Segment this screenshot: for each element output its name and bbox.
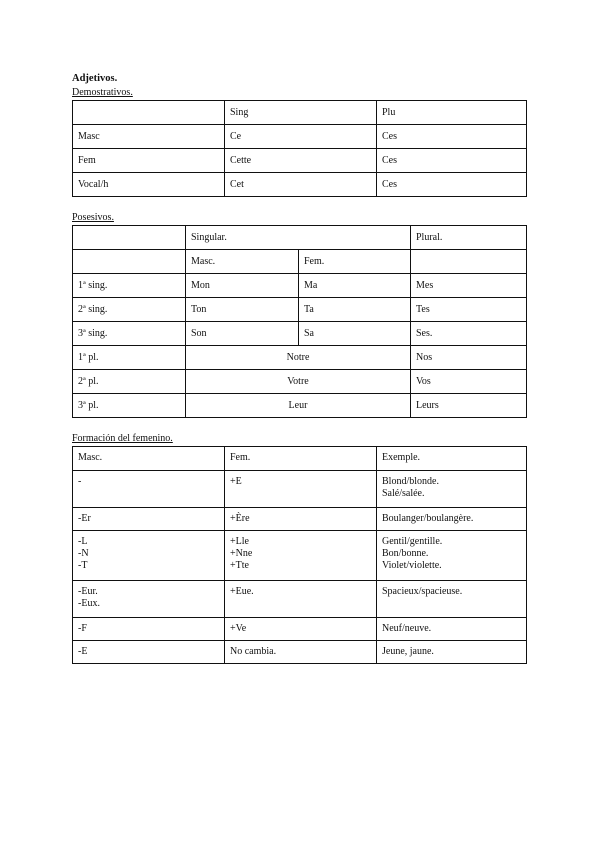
table-cell: Leurs (411, 394, 527, 418)
cell-line: -Eur. (78, 586, 98, 597)
table-cell: Notre (186, 346, 411, 370)
table-row (73, 641, 527, 664)
table-cell: Fem. (299, 250, 411, 274)
table-cell: Masc. (73, 447, 225, 471)
table-cell: Cet (225, 173, 377, 197)
table-row (73, 394, 527, 418)
table-cell: Leur (186, 394, 411, 418)
table-cell (73, 226, 186, 250)
table-cell: 3ª pl. (73, 394, 186, 418)
table-cell (377, 581, 527, 618)
table-header-row (73, 250, 527, 274)
posesivos-title: Posesivos. (72, 212, 114, 223)
table-row (73, 531, 527, 581)
cell-line: +Ère (230, 513, 250, 524)
table-cell: Son (186, 322, 299, 346)
table-cell: Mon (186, 274, 299, 298)
table-cell (73, 641, 225, 664)
cell-line: Spacieux/spacieuse. (382, 586, 463, 597)
table-row (73, 125, 527, 149)
table-cell (377, 531, 527, 581)
table-cell (73, 508, 225, 531)
table-cell: Ces (377, 125, 527, 149)
table-cell (73, 250, 186, 274)
table-cell: Nos (411, 346, 527, 370)
table-row (73, 618, 527, 641)
cell-line: -F (78, 623, 87, 634)
table-cell (73, 531, 225, 581)
table-row (73, 298, 527, 322)
cell-line: -N (78, 548, 89, 559)
cell-line: Blond/blonde. (382, 476, 439, 487)
table-cell: Tes (411, 298, 527, 322)
cell-line: +Nne (230, 548, 253, 559)
table-row (73, 471, 527, 508)
table-row (73, 581, 527, 618)
cell-line: Boulanger/boulangère. (382, 513, 474, 524)
table-cell: Vos (411, 370, 527, 394)
table-row (73, 149, 527, 173)
table-cell: Fem. (225, 447, 377, 471)
table-cell (73, 618, 225, 641)
table-cell: Exemple. (377, 447, 527, 471)
table-cell: Plu (377, 101, 527, 125)
table-cell (73, 101, 225, 125)
table-cell: Ses. (411, 322, 527, 346)
table-row (73, 508, 527, 531)
table-cell: Masc (73, 125, 225, 149)
cell-line: -E (78, 646, 88, 657)
demostrativos-table (72, 100, 527, 197)
cell-line: -L (78, 536, 88, 547)
table-cell (377, 471, 527, 508)
document-page (72, 72, 528, 664)
table-cell: Cette (225, 149, 377, 173)
cell-line: +Eue. (230, 586, 254, 597)
cell-line: -Eux. (78, 598, 100, 609)
table-cell (377, 641, 527, 664)
table-cell: Masc. (186, 250, 299, 274)
cell-line: No cambia. (230, 646, 277, 657)
table-cell: Singular. (186, 226, 411, 250)
document-title: Adjetivos. (72, 73, 118, 84)
table-cell: 2ª sing. (73, 298, 186, 322)
posesivos-table (72, 225, 527, 418)
table-cell (225, 508, 377, 531)
table-row (73, 322, 527, 346)
table-cell: 1ª pl. (73, 346, 186, 370)
table-cell: Ce (225, 125, 377, 149)
table-cell (73, 581, 225, 618)
cell-line: Gentil/gentille. (382, 536, 443, 547)
table-cell: Mes (411, 274, 527, 298)
table-cell: Ta (299, 298, 411, 322)
table-cell: Sing (225, 101, 377, 125)
table-cell (411, 250, 527, 274)
table-cell: Fem (73, 149, 225, 173)
table-cell (225, 641, 377, 664)
table-cell (73, 471, 225, 508)
cell-line: Bon/bonne. (382, 548, 429, 559)
femenino-table (72, 446, 527, 664)
table-cell: Ces (377, 149, 527, 173)
demostrativos-title: Demostrativos. (72, 87, 133, 98)
table-header-row (73, 226, 527, 250)
table-row (73, 370, 527, 394)
table-row (73, 274, 527, 298)
cell-line: +Ve (230, 623, 247, 634)
table-cell (225, 531, 377, 581)
cell-line: Neuf/neuve. (382, 623, 432, 634)
table-header-row (73, 447, 527, 471)
table-cell: Ces (377, 173, 527, 197)
cell-line: Salé/salée. (382, 488, 425, 499)
table-cell (377, 508, 527, 531)
table-cell (225, 471, 377, 508)
table-cell: Votre (186, 370, 411, 394)
femenino-title: Formación del femenino. (72, 433, 173, 444)
table-cell: Ma (299, 274, 411, 298)
table-row (73, 346, 527, 370)
cell-line: +E (230, 476, 242, 487)
cell-line: +Lle (230, 536, 249, 547)
table-header-row (73, 101, 527, 125)
table-cell (377, 618, 527, 641)
table-cell: Plural. (411, 226, 527, 250)
table-cell: Ton (186, 298, 299, 322)
table-row (73, 173, 527, 197)
table-cell: 1ª sing. (73, 274, 186, 298)
cell-line: - (78, 476, 82, 487)
table-cell: Sa (299, 322, 411, 346)
table-cell: 2ª pl. (73, 370, 186, 394)
cell-line: Violet/violette. (382, 560, 442, 571)
table-cell: Vocal/h (73, 173, 225, 197)
table-cell: 3ª sing. (73, 322, 186, 346)
cell-line: -T (78, 560, 88, 571)
cell-line: -Er (78, 513, 91, 524)
table-cell (225, 618, 377, 641)
cell-line: +Tte (230, 560, 249, 571)
table-cell (225, 581, 377, 618)
cell-line: Jeune, jaune. (382, 646, 434, 657)
